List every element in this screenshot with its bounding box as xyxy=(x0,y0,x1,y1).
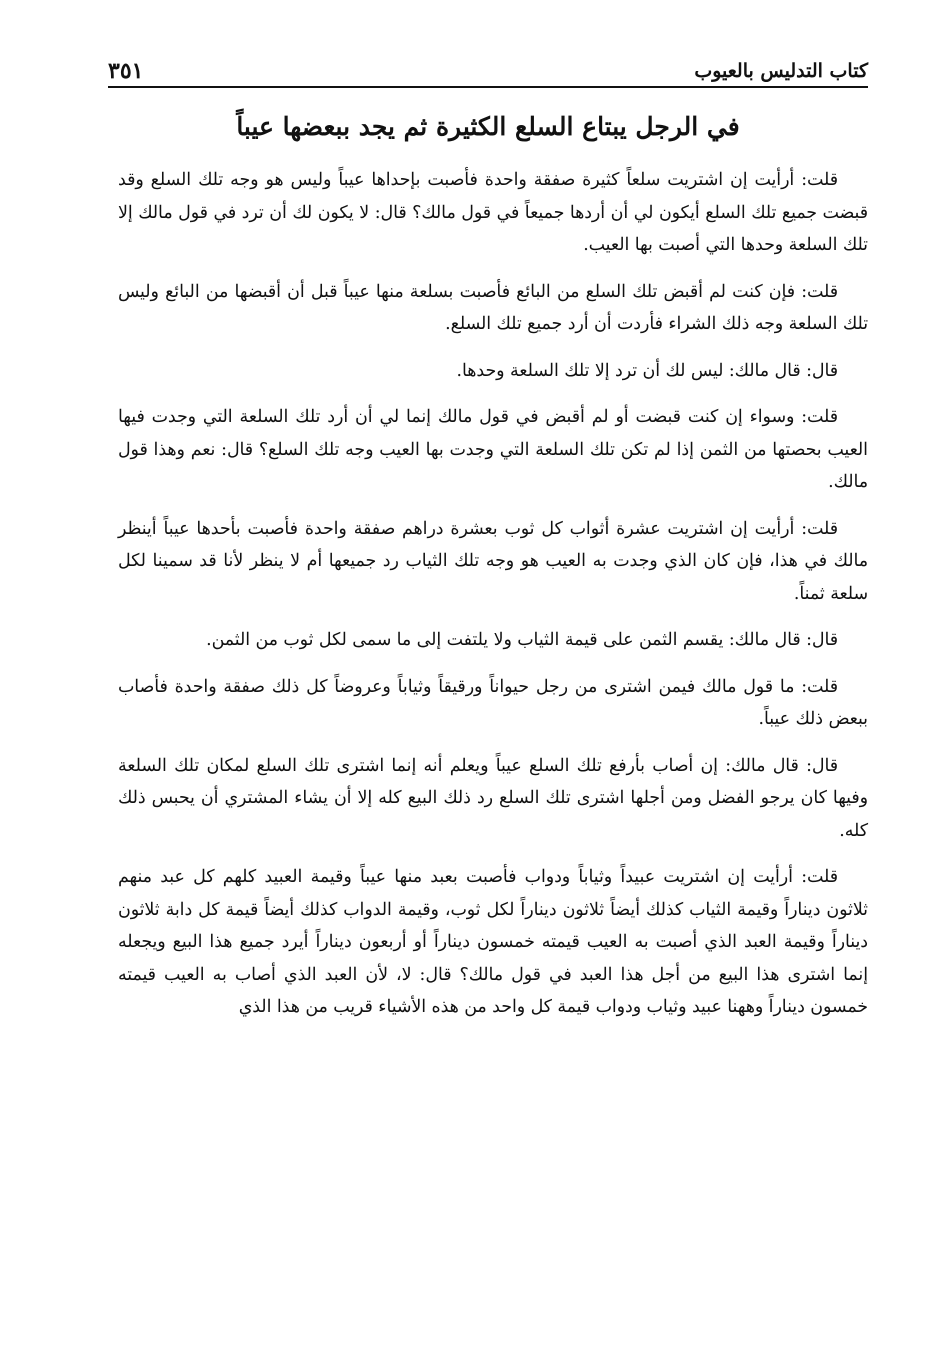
page-number: ٣٥١ xyxy=(108,58,144,84)
body-text xyxy=(118,164,868,1038)
paragraph-7: قلت: ما قول مالك فيمن اشترى من رجل حيواناً ورقيقاً وثياباً وعروضاً كل ذلك صفقة واحدة فأصاب ببعض ذلك عيباً. xyxy=(118,676,868,729)
paragraph-6: قال: قال مالك: يقسم الثمن على قيمة الثياب ولا يلتفت إلى ما سمى لكل ثوب من الثمن. xyxy=(206,630,838,650)
paragraph-2: قلت: فإن كنت لم أقبض تلك السلع من البائع فأصبت بسلعة منها عيباً قبل أن أقبضها من البائع وليس تلك السلعة وجه ذلك الشراء فأردت أن أرد جميع تلك السلع. xyxy=(118,281,868,334)
paragraph-9: قلت: أرأيت إن اشتريت عبيداً وثياباً ودواب فأصبت بعبد منها عيباً وقيمة العبيد كلهم كل عبد منهم ثلاثون ديناراً وقيمة الثياب كذلك أيضاً ثلاثون ديناراً لكل ثوب، وقيمة الدواب كذلك أيضاً قيمة كل دابة ثلاثون ديناراً وقيمة العبد الذي أصبت به العيب قيمته خمسون ديناراً أو أربعون ديناراً أيرد جميع هذا البيع ويجعله إنما اشترى هذا البيع من أجل هذا العبد في قول مالك؟ قال: لا، لأن العبد الذي أصاب به العيب قيمته خمسون ديناراً وههنا عبيد وثياب ودواب قيمة كل واحد من هذه الأشياء قريب من هذا الذي xyxy=(118,867,868,1017)
paragraph-4: قلت: وسواء إن كنت قبضت أو لم أقبض في قول مالك إنما لي أن أرد تلك السلعة التي وجدت فيها العيب بحصتها من الثمن إذا لم تكن تلك السلعة التي وجدت بها العيب وجه تلك السلع؟ قال: نعم وهذا قول مالك. xyxy=(118,407,868,492)
paragraph-3: قال: قال مالك: ليس لك أن ترد إلا تلك السلعة وحدها. xyxy=(456,360,838,381)
chapter-title: في الرجل يبتاع السلع الكثيرة ثم يجد ببعضها عيباً xyxy=(236,112,740,141)
running-title: كتاب التدليس بالعيوب xyxy=(694,60,868,82)
paragraph-1: قلت: أرأيت إن اشتريت سلعاً كثيرة صفقة واحدة فأصبت بإحداها عيباً وليس هو وجه تلك السلع وقد قبضت جميع تلك السلع أيكون لي أن أردها جميعاً في قول مالك؟ قال: لا يكون لك أن ترد في قول مالك إلا تلك السلعة وحدها التي أصبت بها العيب. xyxy=(118,170,868,255)
paragraph-5: قلت: أرأيت إن اشتريت عشرة أثواب كل ثوب بعشرة دراهم صفقة واحدة فأصبت بأحدها عيباً أينظر مالك في هذا، فإن كان الذي وجدت به العيب هو وجه تلك الثياب رد جميعها أم لا ينظر لأنا قد سمينا لكل سلعة ثمناً. xyxy=(118,518,868,604)
page-header xyxy=(108,52,868,88)
paragraph-8: قال: قال مالك: إن أصاب بأرفع تلك السلع عيباً ويعلم أنه إنما اشترى تلك السلع لمكان تلك السلعة وفيها كان يرجو الفضل ومن أجلها اشترى تلك السلع رد ذلك البيع كله إلا أن يشاء المشتري أن يحبس ذلك كله. xyxy=(118,755,868,841)
